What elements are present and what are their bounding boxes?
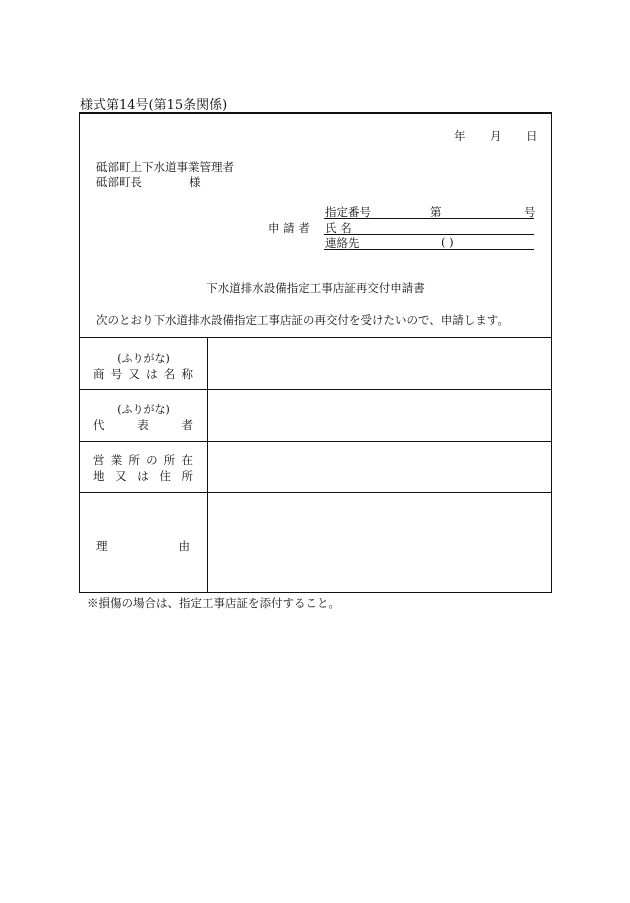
row-furigana-label: (ふりがな) — [117, 352, 170, 365]
designation-dai: 第 — [430, 205, 442, 219]
row-furigana-label: (ふりがな) — [117, 403, 170, 416]
applicant-label: 申 請 者 — [268, 221, 310, 235]
form-statement: 次のとおり下水道排水設備指定工事店証の再交付を受けたいので、申請します。 — [96, 313, 509, 327]
reason-label: 理 由 — [96, 539, 190, 553]
date-year-label: 年 — [454, 129, 466, 143]
form-number-label: 様式第14号(第15条関係) — [80, 98, 228, 113]
date-month-label: 月 — [490, 129, 502, 143]
business-location-label-line1: 営 業 所 の 所 在 — [93, 453, 193, 467]
table-row-divider — [80, 389, 551, 390]
table-row-divider — [80, 492, 551, 493]
addressee-line2: 砥部町長 — [96, 175, 142, 189]
contact-parens: ( ) — [441, 235, 454, 249]
footnote: ※損傷の場合は、指定工事店証を添付すること。 — [87, 596, 340, 610]
trade-name-label: 商 号 又 は 名 称 — [93, 367, 193, 381]
name-label: 氏 名 — [325, 221, 352, 235]
date-day-label: 日 — [526, 129, 538, 143]
contact-underline[interactable] — [324, 249, 534, 250]
table-column-divider — [207, 337, 208, 592]
business-location-label-line2: 地 又 は 住 所 — [93, 469, 193, 483]
designation-number-underline — [324, 218, 534, 219]
application-form — [79, 112, 552, 593]
representative-label: 代 表 者 — [93, 418, 193, 432]
addressee-line1: 砥部町上下水道事業管理者 — [96, 160, 234, 174]
form-title: 下水道排水設備指定工事店証再交付申請書 — [206, 281, 425, 295]
designation-number-label: 指定番号 — [325, 205, 371, 219]
table-row-divider — [80, 441, 551, 442]
contact-label: 連絡先 — [325, 236, 360, 250]
designation-go: 号 — [524, 205, 536, 219]
table-top-border — [80, 337, 551, 338]
addressee-honorific: 様 — [189, 175, 201, 189]
